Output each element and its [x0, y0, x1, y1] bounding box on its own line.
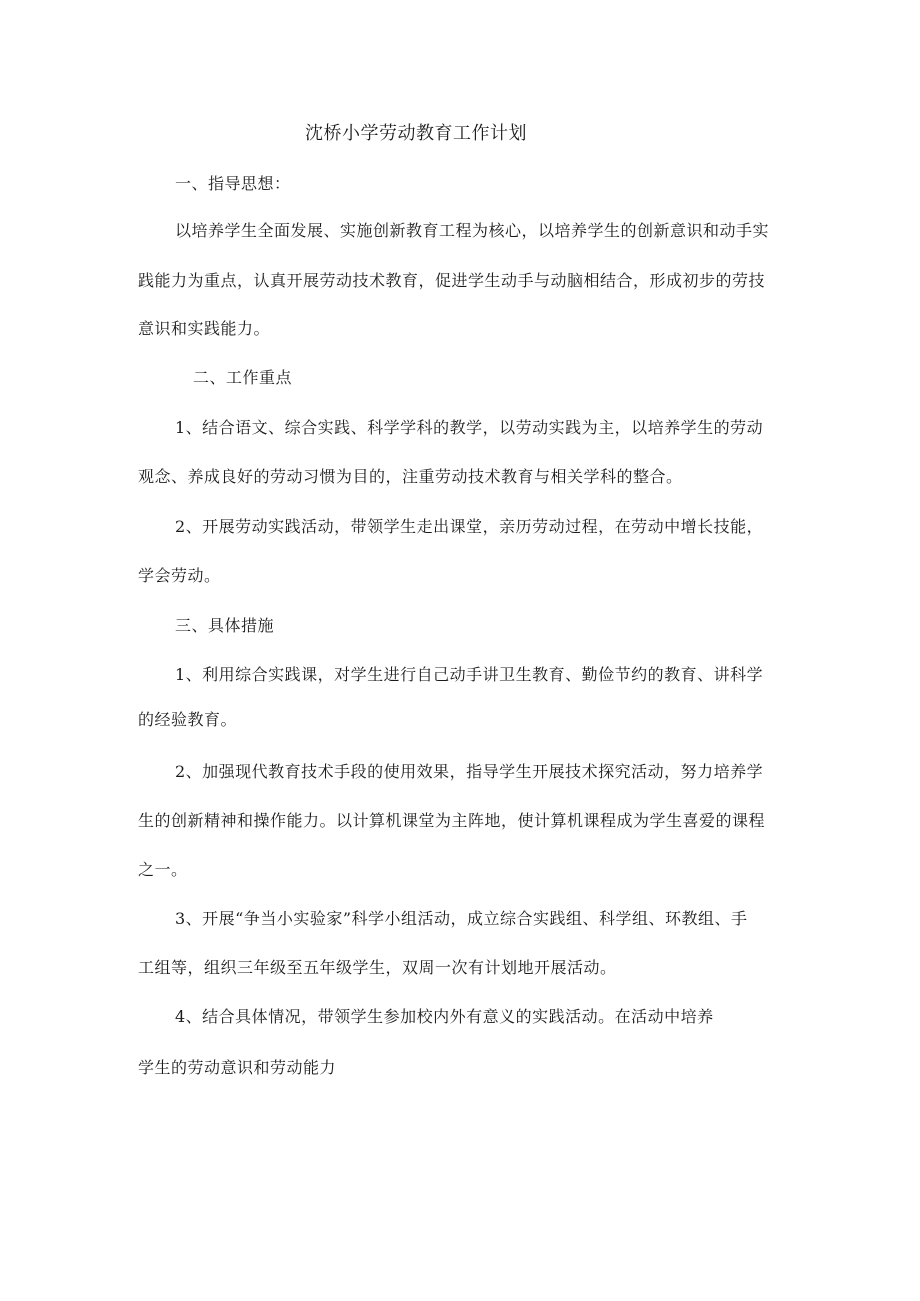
- paragraph-line: 学会劳动。: [138, 566, 221, 585]
- paragraph-line: 1、结合语文、综合实践、科学学科的教学，以劳动实践为主，以培养学生的劳动: [175, 418, 764, 437]
- paragraph-line: 生的创新精神和操作能力。以计算机课堂为主阵地，使计算机课程成为学生喜爱的课程: [138, 811, 766, 830]
- paragraph-line: 践能力为重点，认真开展劳动技术教育，促进学生动手与动脑相结合，形成初步的劳技: [138, 271, 766, 290]
- section-heading-specific-measures: 三、具体措施: [175, 616, 275, 635]
- paragraph-line: 2、开展劳动实践活动，带领学生走出课堂，亲历劳动过程，在劳动中增长技能，: [175, 517, 764, 536]
- document-title: 沈桥小学劳动教育工作计划: [305, 123, 527, 144]
- section-heading-guiding-ideology: 一、指导思想：: [175, 174, 291, 193]
- paragraph-line: 学生的劳动意识和劳动能力: [138, 1058, 337, 1077]
- paragraph-line: 以培养学生全面发展、实施创新教育工程为核心，以培养学生的创新意识和动手实: [175, 221, 770, 240]
- section-heading-work-focus: 二、工作重点: [193, 368, 293, 387]
- paragraph-line: 之一。: [138, 860, 188, 879]
- paragraph-line: 1、利用综合实践课，对学生进行自己动手讲卫生教育、勤俭节约的教育、讲科学: [175, 665, 764, 684]
- paragraph-line: 意识和实践能力。: [138, 319, 271, 338]
- paragraph-line: 工组等，组织三年级至五年级学生，双周一次有计划地开展活动。: [138, 958, 617, 977]
- paragraph-line: 4、结合具体情况，带领学生参加校内外有意义的实践活动。在活动中培养: [175, 1007, 714, 1026]
- paragraph-line: 3、开展“争当小实验家”科学小组活动，成立综合实践组、科学组、环教组、手: [175, 909, 748, 928]
- paragraph-line: 观念、养成良好的劳动习惯为目的，注重劳动技术教育与相关学科的整合。: [138, 467, 683, 486]
- paragraph-line: 的经验教育。: [138, 710, 238, 729]
- paragraph-line: 2、加强现代教育技术手段的使用效果，指导学生开展技术探究活动，努力培养学: [175, 762, 764, 781]
